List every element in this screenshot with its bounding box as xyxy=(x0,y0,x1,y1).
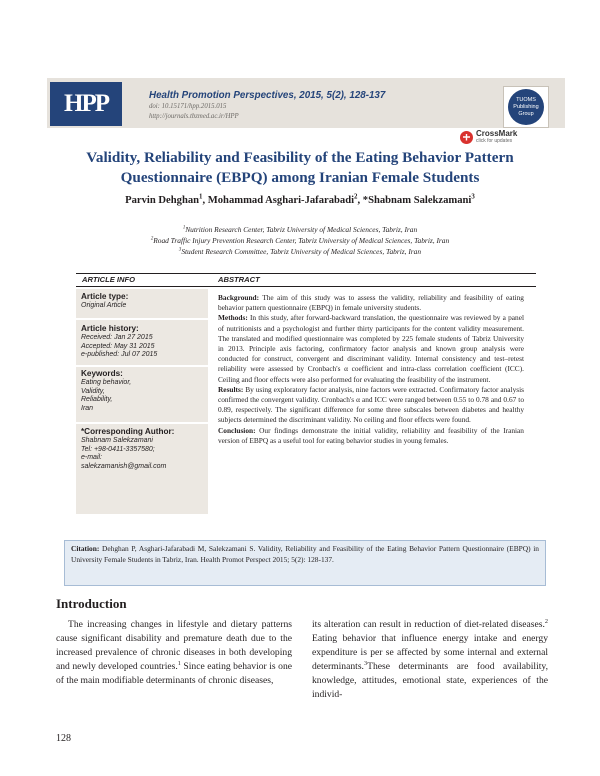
received-date: Received: Jan 27 2015 xyxy=(81,334,153,341)
affiliation-sup: 2 xyxy=(150,236,154,242)
abstract-conclusion xyxy=(218,426,524,446)
journal-citation-line: Health Promotion Perspectives, 2015, 5(2), 128-137 xyxy=(149,90,386,101)
doi-line[interactable]: doi: 10.15171/hpp.2015.015 xyxy=(149,103,227,110)
article-title-line: Validity, Reliability and Feasibility of the Eating Behavior Pattern xyxy=(86,149,514,166)
keyword: Iran xyxy=(81,404,94,412)
intro-text: Since eating behavior is one of the main modifiable determinants of chronic diseases, xyxy=(56,660,293,686)
article-history-label: Article history: xyxy=(81,324,139,333)
intro-text: The increasing changes in lifestyle and dietary patterns cause significant disability and premature death due to the increased prevalence of chronic diseases in both developing and newly developed countries. xyxy=(56,619,292,672)
keyword: Reliability, xyxy=(81,396,113,403)
abstract-section-label: Background: xyxy=(218,293,260,302)
article-type-value: Original Article xyxy=(81,302,127,309)
info-divider xyxy=(76,422,208,424)
info-divider xyxy=(76,318,208,320)
publisher-logo-line: Group xyxy=(518,111,534,117)
article-title-line: Questionnaire (EBPQ) among Iranian Female Students xyxy=(120,169,480,186)
affiliation-text: Nutrition Research Center, Tabriz University of Medical Sciences, Tabriz, Iran xyxy=(185,225,418,234)
keywords-block xyxy=(81,369,131,413)
abstract-background xyxy=(218,293,524,313)
intro-text: its alteration can result in reduction of diet-related diseases. xyxy=(312,619,545,630)
journal-logo: HPP xyxy=(50,82,122,126)
affiliation-text: Road Traffic Injury Prevention Research Center, Tabriz University of Medical Sciences, Tabriz, Iran xyxy=(153,236,450,245)
corresponding-tel: Tel: +98-0411-3357580; xyxy=(81,445,155,453)
accepted-date: Accepted: May 31 2015 xyxy=(81,342,155,350)
abstract-section-text: The aim of this study was to assess the validity, reliability and feasibility of eating behavior pattern questionnaire (EBPQ) in female university students. xyxy=(218,293,524,313)
journal-url[interactable]: http://journals.tbzmed.ac.ir/HPP xyxy=(149,113,239,120)
publisher-logo xyxy=(503,86,549,128)
intro-text: Eating behavior that influence energy intake and energy expenditure is per se affected by some internal and external determinants. xyxy=(312,632,548,672)
affiliation-sup: 1 xyxy=(182,225,186,231)
keywords-label: Keywords: xyxy=(81,369,123,378)
corresponding-label: *Corresponding Author: xyxy=(81,427,175,436)
intro-column-right xyxy=(312,618,548,701)
citation-label: Citation: xyxy=(71,544,100,553)
citation-text: Dehghan P, Asghari-Jafarabadi M, Salekzamani S. Validity, Reliability and Feasibility of the Eating Behavior Pattern Questionnaire (EBPQ) in University Female Students in Tabriz, Iran. Health Promot Perspect 2015; 5(2): 128-137. xyxy=(71,544,539,564)
info-divider xyxy=(76,365,208,367)
author-list: Parvin Dehghan$^1$, Mohammad Asghari-Jafarabadi$^2$, *Shabnam Salekzamani$^3$ xyxy=(125,193,475,206)
author-sup: 2 xyxy=(354,193,358,201)
affiliation xyxy=(60,224,540,235)
affiliation xyxy=(60,246,540,257)
author-name: Parvin Dehghan xyxy=(125,195,200,206)
corresponding-email-label: e-mail: xyxy=(81,454,103,461)
affiliation-sup: 3 xyxy=(178,247,182,253)
author-name: Mohammad Asghari-Jafarabadi xyxy=(207,195,355,206)
article-history-block xyxy=(81,324,157,360)
author-name: *Shabnam Salekzamani xyxy=(362,195,472,206)
article-type-label: Article type: xyxy=(81,292,129,301)
crossmark-button[interactable] xyxy=(460,130,517,144)
abstract-methods xyxy=(218,313,524,384)
crossmark-label: CrossMark xyxy=(476,129,518,138)
crossmark-sub: click for updates xyxy=(476,138,513,144)
intro-column-left xyxy=(56,618,292,688)
reference-marker[interactable]: 1 xyxy=(177,659,181,667)
abstract-body xyxy=(218,293,524,446)
abstract-section-text: By using exploratory factor analysis, nine factors were extracted. Confirmatory factor analysis confirmed the convergent validity. Cronbach's α and ICC were ranged between 0.55 to 0.78 and 0.67 to 0.89, respectively. The significant difference for some three subscales between diabetes and healthy subjects determined the discriminant validity. No ceiling and floor effects were found. xyxy=(218,384,524,425)
abstract-section-label: Conclusion: xyxy=(218,425,256,435)
reference-marker[interactable]: 2 xyxy=(544,617,548,625)
journal-header-band xyxy=(47,78,565,128)
author-sup: 3 xyxy=(471,193,475,201)
abstract-section-label: Methods: xyxy=(218,313,248,323)
keyword: Eating behavior, xyxy=(81,379,132,386)
abstract-section-text: In this study, after forward-backward translation, the questionnaire was reviewed by a panel of nutritionists and a psychologist and further thirty participants for the content validity measurement. The translated and modified questionnaire was completed by 225 female students of Tabriz University in 2013. Principle axis factoring, confirmatory factor analysis and known group analysis were conducted for construct, convergent and discriminant validity. Internal consistency and test–retest reliability were assessed by Cronbach's α coefficient and intra-class correlation coefficient (ICC). Ceiling and floor effects were also performed for evaluating the feasibility of the instrument. xyxy=(218,313,525,384)
article-info-panel xyxy=(76,289,208,514)
abstract-heading: ABSTRACT xyxy=(212,273,536,287)
article-info-heading: ARTICLE INFO xyxy=(76,273,214,287)
reference-marker[interactable]: 3 xyxy=(363,659,368,667)
citation-box xyxy=(64,540,546,586)
corresponding-author-block xyxy=(81,427,174,471)
introduction-heading: Introduction xyxy=(56,596,127,611)
keyword: Validity, xyxy=(81,387,105,395)
publisher-logo-line: Publishing xyxy=(513,104,539,110)
abstract-section-text: Our findings demonstrate the initial validity, reliability and feasibility of the Iranian version of EBPQ as a useful tool for eating behavior studies in young females. xyxy=(218,425,524,445)
author-sup: 1 xyxy=(199,193,203,201)
affiliation xyxy=(60,235,540,246)
corresponding-name: Shabnam Salekzamani xyxy=(81,437,153,444)
abstract-results xyxy=(218,385,524,426)
crossmark-icon xyxy=(460,131,473,144)
epublished-date: e-published: Jul 07 2015 xyxy=(81,351,158,358)
publisher-logo-line: TUOMS xyxy=(516,97,536,103)
article-type-block xyxy=(81,292,128,311)
intro-text: These determinants are food availability, knowledge, attitudes, emotional state, experiences of the individ- xyxy=(312,660,548,700)
page-number: 128 xyxy=(56,733,71,744)
corresponding-email[interactable]: salekzamanish@gmail.com xyxy=(81,462,167,470)
abstract-section-label: Results: xyxy=(218,384,244,394)
affiliation-text: Student Research Committee, Tabriz University of Medical Sciences, Tabriz, Iran xyxy=(181,247,422,256)
